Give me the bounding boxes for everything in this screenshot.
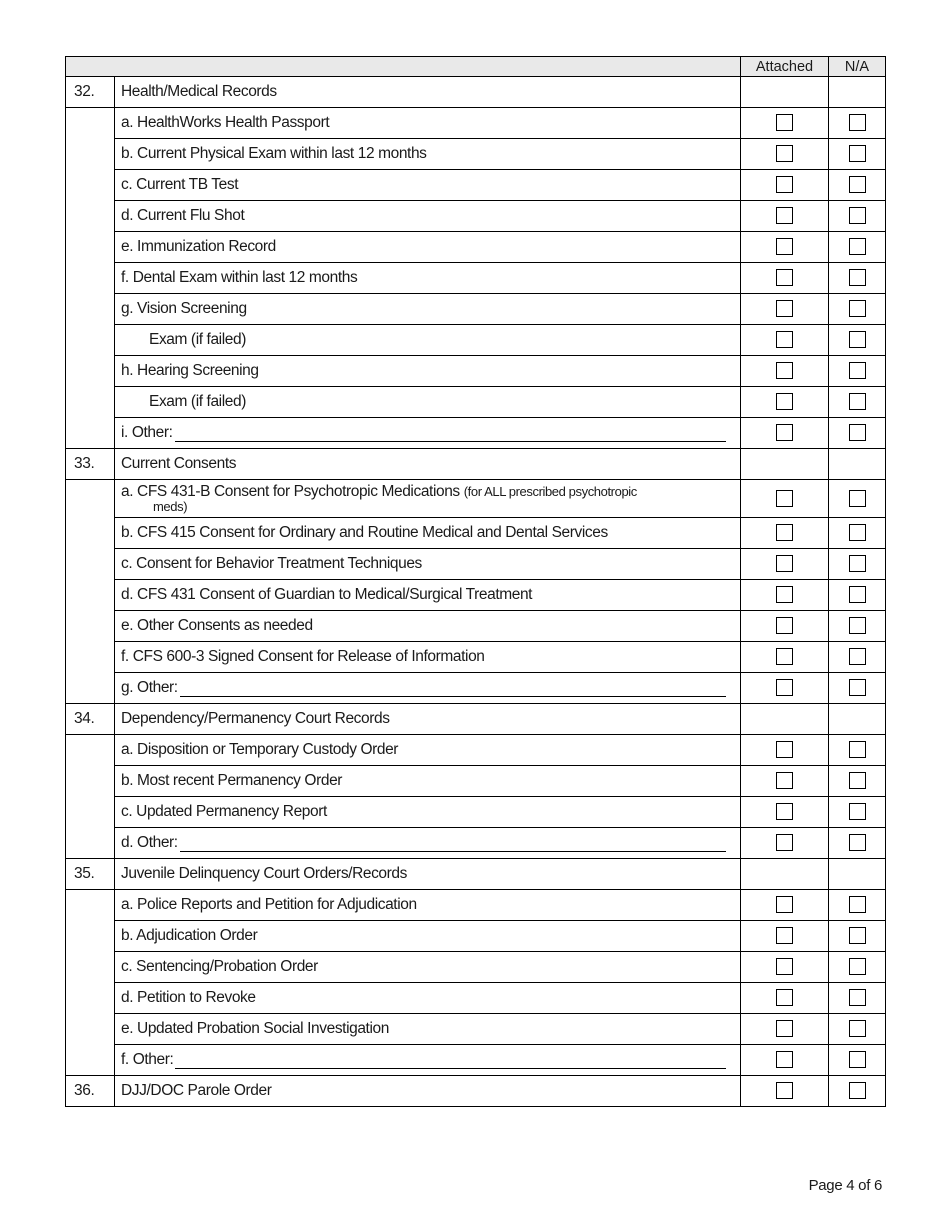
- attached-checkbox[interactable]: [776, 927, 793, 944]
- item-label: b. Most recent Permanency Order: [115, 766, 741, 797]
- attached-checkbox[interactable]: [776, 803, 793, 820]
- header-attached: Attached: [741, 57, 829, 77]
- attached-checkbox[interactable]: [776, 207, 793, 224]
- list-item: [66, 325, 886, 356]
- attached-checkbox[interactable]: [776, 617, 793, 634]
- section-33-header: [66, 449, 886, 480]
- item-label: e. Other Consents as needed: [115, 611, 741, 642]
- other-text-line[interactable]: [175, 427, 726, 442]
- section-32-indent-cell: [66, 108, 115, 449]
- section-34-indent-cell: [66, 735, 115, 859]
- item-note: (for ALL prescribed psychotropic: [463, 484, 637, 499]
- list-item: [66, 387, 886, 418]
- item-label: d. Other:: [121, 834, 178, 851]
- item-label: d. CFS 431 Consent of Guardian to Medical/Surgical Treatment: [115, 580, 741, 611]
- section-32-header: [66, 77, 886, 108]
- na-checkbox[interactable]: [849, 772, 866, 789]
- section-number: 35.: [66, 859, 115, 890]
- item-label: f. CFS 600-3 Signed Consent for Release of Information: [115, 642, 741, 673]
- list-item: [66, 356, 886, 387]
- attached-checkbox[interactable]: [776, 958, 793, 975]
- item-label: e. Updated Probation Social Investigation: [115, 1014, 741, 1045]
- na-checkbox[interactable]: [849, 1051, 866, 1068]
- attached-checkbox[interactable]: [776, 1020, 793, 1037]
- na-checkbox[interactable]: [849, 803, 866, 820]
- section-35-header: [66, 859, 886, 890]
- other-text-line[interactable]: [180, 837, 726, 852]
- attached-checkbox[interactable]: [776, 1051, 793, 1068]
- list-item: [66, 828, 886, 859]
- item-label: Exam (if failed): [115, 325, 741, 356]
- item-label: a. CFS 431-B Consent for Psychotropic Medications: [121, 483, 460, 500]
- list-item: [66, 952, 886, 983]
- attached-checkbox[interactable]: [776, 989, 793, 1006]
- list-item: [66, 642, 886, 673]
- table-header-row: [66, 57, 886, 77]
- attached-checkbox[interactable]: [776, 145, 793, 162]
- attached-cell-blank: [741, 449, 829, 480]
- attached-checkbox[interactable]: [776, 524, 793, 541]
- attached-checkbox[interactable]: [776, 176, 793, 193]
- item-label: b. CFS 415 Consent for Ordinary and Routine Medical and Dental Services: [115, 518, 741, 549]
- section-title: Current Consents: [115, 449, 741, 480]
- records-checklist-table: [65, 56, 886, 1107]
- item-label: i. Other:: [121, 424, 173, 441]
- list-item: [66, 611, 886, 642]
- na-cell-blank: [829, 704, 886, 735]
- section-number: 36.: [66, 1076, 115, 1107]
- list-item: [66, 518, 886, 549]
- list-item: [66, 766, 886, 797]
- list-item: [66, 170, 886, 201]
- na-checkbox[interactable]: [849, 238, 866, 255]
- na-checkbox[interactable]: [849, 834, 866, 851]
- list-item: [66, 1014, 886, 1045]
- attached-checkbox[interactable]: [776, 772, 793, 789]
- na-checkbox[interactable]: [849, 958, 866, 975]
- list-item: [66, 294, 886, 325]
- attached-checkbox[interactable]: [776, 490, 793, 507]
- na-checkbox[interactable]: [849, 145, 866, 162]
- list-item: [66, 1045, 886, 1076]
- na-checkbox[interactable]: [849, 927, 866, 944]
- attached-checkbox[interactable]: [776, 555, 793, 572]
- na-checkbox[interactable]: [849, 331, 866, 348]
- item-label: c. Consent for Behavior Treatment Techniques: [115, 549, 741, 580]
- na-checkbox[interactable]: [849, 362, 866, 379]
- item-label: a. HealthWorks Health Passport: [115, 108, 741, 139]
- na-checkbox[interactable]: [849, 114, 866, 131]
- na-checkbox[interactable]: [849, 741, 866, 758]
- item-label: Exam (if failed): [115, 387, 741, 418]
- attached-cell-blank: [741, 77, 829, 108]
- list-item: [66, 549, 886, 580]
- item-label: a. Disposition or Temporary Custody Order: [115, 735, 741, 766]
- item-label: g. Vision Screening: [115, 294, 741, 325]
- list-item: [66, 139, 886, 170]
- list-item: [66, 890, 886, 921]
- list-item: [66, 418, 886, 449]
- na-checkbox[interactable]: [849, 586, 866, 603]
- attached-checkbox[interactable]: [776, 238, 793, 255]
- attached-checkbox[interactable]: [776, 362, 793, 379]
- attached-checkbox[interactable]: [776, 393, 793, 410]
- list-item: [66, 232, 886, 263]
- attached-checkbox[interactable]: [776, 269, 793, 286]
- attached-checkbox[interactable]: [776, 679, 793, 696]
- na-checkbox[interactable]: [849, 300, 866, 317]
- page-number: Page 4 of 6: [808, 1177, 882, 1194]
- other-text-line[interactable]: [175, 1054, 726, 1069]
- na-checkbox[interactable]: [849, 896, 866, 913]
- attached-checkbox[interactable]: [776, 896, 793, 913]
- item-label: f. Dental Exam within last 12 months: [115, 263, 741, 294]
- na-checkbox[interactable]: [849, 207, 866, 224]
- na-checkbox[interactable]: [849, 176, 866, 193]
- list-item: [66, 580, 886, 611]
- attached-checkbox[interactable]: [776, 1082, 793, 1099]
- na-checkbox[interactable]: [849, 555, 866, 572]
- item-label: a. Police Reports and Petition for Adjudication: [115, 890, 741, 921]
- attached-checkbox[interactable]: [776, 648, 793, 665]
- na-cell-blank: [829, 77, 886, 108]
- section-number: 32.: [66, 77, 115, 108]
- na-checkbox[interactable]: [849, 1082, 866, 1099]
- attached-checkbox[interactable]: [776, 834, 793, 851]
- header-na: N/A: [829, 57, 886, 77]
- list-item: [66, 673, 886, 704]
- item-label: b. Current Physical Exam within last 12 months: [115, 139, 741, 170]
- list-item: [66, 263, 886, 294]
- na-cell-blank: [829, 449, 886, 480]
- section-33-indent-cell: [66, 480, 115, 704]
- header-blank: [66, 57, 741, 77]
- na-checkbox[interactable]: [849, 424, 866, 441]
- na-checkbox[interactable]: [849, 989, 866, 1006]
- na-checkbox[interactable]: [849, 1020, 866, 1037]
- na-cell-blank: [829, 859, 886, 890]
- list-item: [66, 735, 886, 766]
- list-item: [66, 983, 886, 1014]
- attached-checkbox[interactable]: [776, 424, 793, 441]
- section-number: 33.: [66, 449, 115, 480]
- list-item: [66, 480, 886, 518]
- na-checkbox[interactable]: [849, 393, 866, 410]
- na-checkbox[interactable]: [849, 524, 866, 541]
- attached-checkbox[interactable]: [776, 741, 793, 758]
- item-label: d. Current Flu Shot: [115, 201, 741, 232]
- section-34-header: [66, 704, 886, 735]
- attached-checkbox[interactable]: [776, 300, 793, 317]
- list-item: [66, 921, 886, 952]
- attached-cell-blank: [741, 704, 829, 735]
- attached-checkbox[interactable]: [776, 586, 793, 603]
- item-label: c. Sentencing/Probation Order: [115, 952, 741, 983]
- na-checkbox[interactable]: [849, 648, 866, 665]
- item-label: c. Current TB Test: [115, 170, 741, 201]
- item-label: e. Immunization Record: [115, 232, 741, 263]
- item-label: h. Hearing Screening: [115, 356, 741, 387]
- section-title: Health/Medical Records: [115, 77, 741, 108]
- na-checkbox[interactable]: [849, 679, 866, 696]
- na-checkbox[interactable]: [849, 490, 866, 507]
- item-note-continued: meds): [153, 499, 188, 514]
- section-35-indent-cell: [66, 890, 115, 1076]
- item-label: g. Other:: [121, 679, 178, 696]
- na-checkbox[interactable]: [849, 269, 866, 286]
- list-item: [66, 201, 886, 232]
- section-title: Juvenile Delinquency Court Orders/Records: [115, 859, 741, 890]
- attached-checkbox[interactable]: [776, 331, 793, 348]
- section-36-row: [66, 1076, 886, 1107]
- attached-cell-blank: [741, 859, 829, 890]
- section-number: 34.: [66, 704, 115, 735]
- other-text-line[interactable]: [180, 682, 726, 697]
- item-label: c. Updated Permanency Report: [115, 797, 741, 828]
- section-title: Dependency/Permanency Court Records: [115, 704, 741, 735]
- item-label: b. Adjudication Order: [115, 921, 741, 952]
- list-item: [66, 797, 886, 828]
- section-title: DJJ/DOC Parole Order: [115, 1076, 741, 1107]
- item-label: f. Other:: [121, 1051, 174, 1068]
- attached-checkbox[interactable]: [776, 114, 793, 131]
- item-label: d. Petition to Revoke: [115, 983, 741, 1014]
- na-checkbox[interactable]: [849, 617, 866, 634]
- list-item: [66, 108, 886, 139]
